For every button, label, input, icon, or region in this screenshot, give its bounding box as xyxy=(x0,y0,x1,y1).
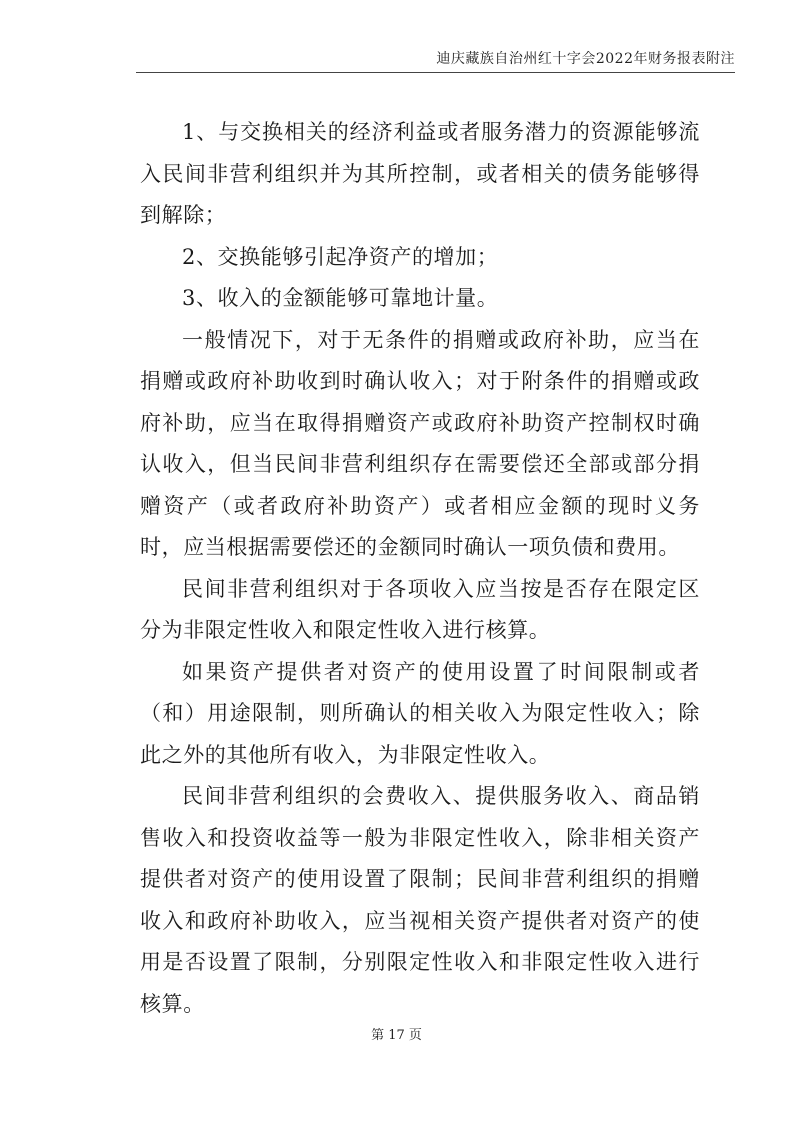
paragraph-donation-recognition: 一般情况下，对于无条件的捐赠或政府补助，应当在捐赠或政府补助收到时确认收入；对于附条件的捐赠或政府补助，应当在取得捐赠资产或政府补助资产控制权时确认收入，但当民间非营利组织存在需要偿还全部或部分捐赠资产（或者政府补助资产）或者相应金额的现时义务时，应当根据需要偿还的金额同时确认一项负债和费用。 xyxy=(140,327,700,559)
header-divider xyxy=(136,72,735,73)
document-body xyxy=(140,112,700,1025)
running-header: 迪庆藏族自治州红十字会2022年财务报表附注 xyxy=(436,51,735,67)
page-number: 第 17 页 xyxy=(371,1028,422,1043)
paragraph-income-classification: 民间非营利组织对于各项收入应当按是否存在限定区分为非限定性收入和限定性收入进行核算。 xyxy=(140,576,700,642)
paragraph-condition-1: 1、与交换相关的经济利益或者服务潜力的资源能够流入民间非营利组织并为其所控制，或者相关的债务能够得到解除； xyxy=(140,120,700,227)
paragraph-condition-2: 2、交换能够引起净资产的增加； xyxy=(182,244,499,269)
paragraph-income-types: 民间非营利组织的会费收入、提供服务收入、商品销售收入和投资收益等一般为非限定性收入，除非相关资产提供者对资产的使用设置了限制；民间非营利组织的捐赠收入和政府补助收入，应当视相关资产提供者对资产的使用是否设置了限制，分别限定性收入和非限定性收入进行核算。 xyxy=(140,784,700,1016)
paragraph-condition-3: 3、收入的金额能够可靠地计量。 xyxy=(182,286,499,310)
paragraph-restricted-income: 如果资产提供者对资产的使用设置了时间限制或者（和）用途限制，则所确认的相关收入为限定性收入；除此之外的其他所有收入，为非限定性收入。 xyxy=(140,659,700,767)
